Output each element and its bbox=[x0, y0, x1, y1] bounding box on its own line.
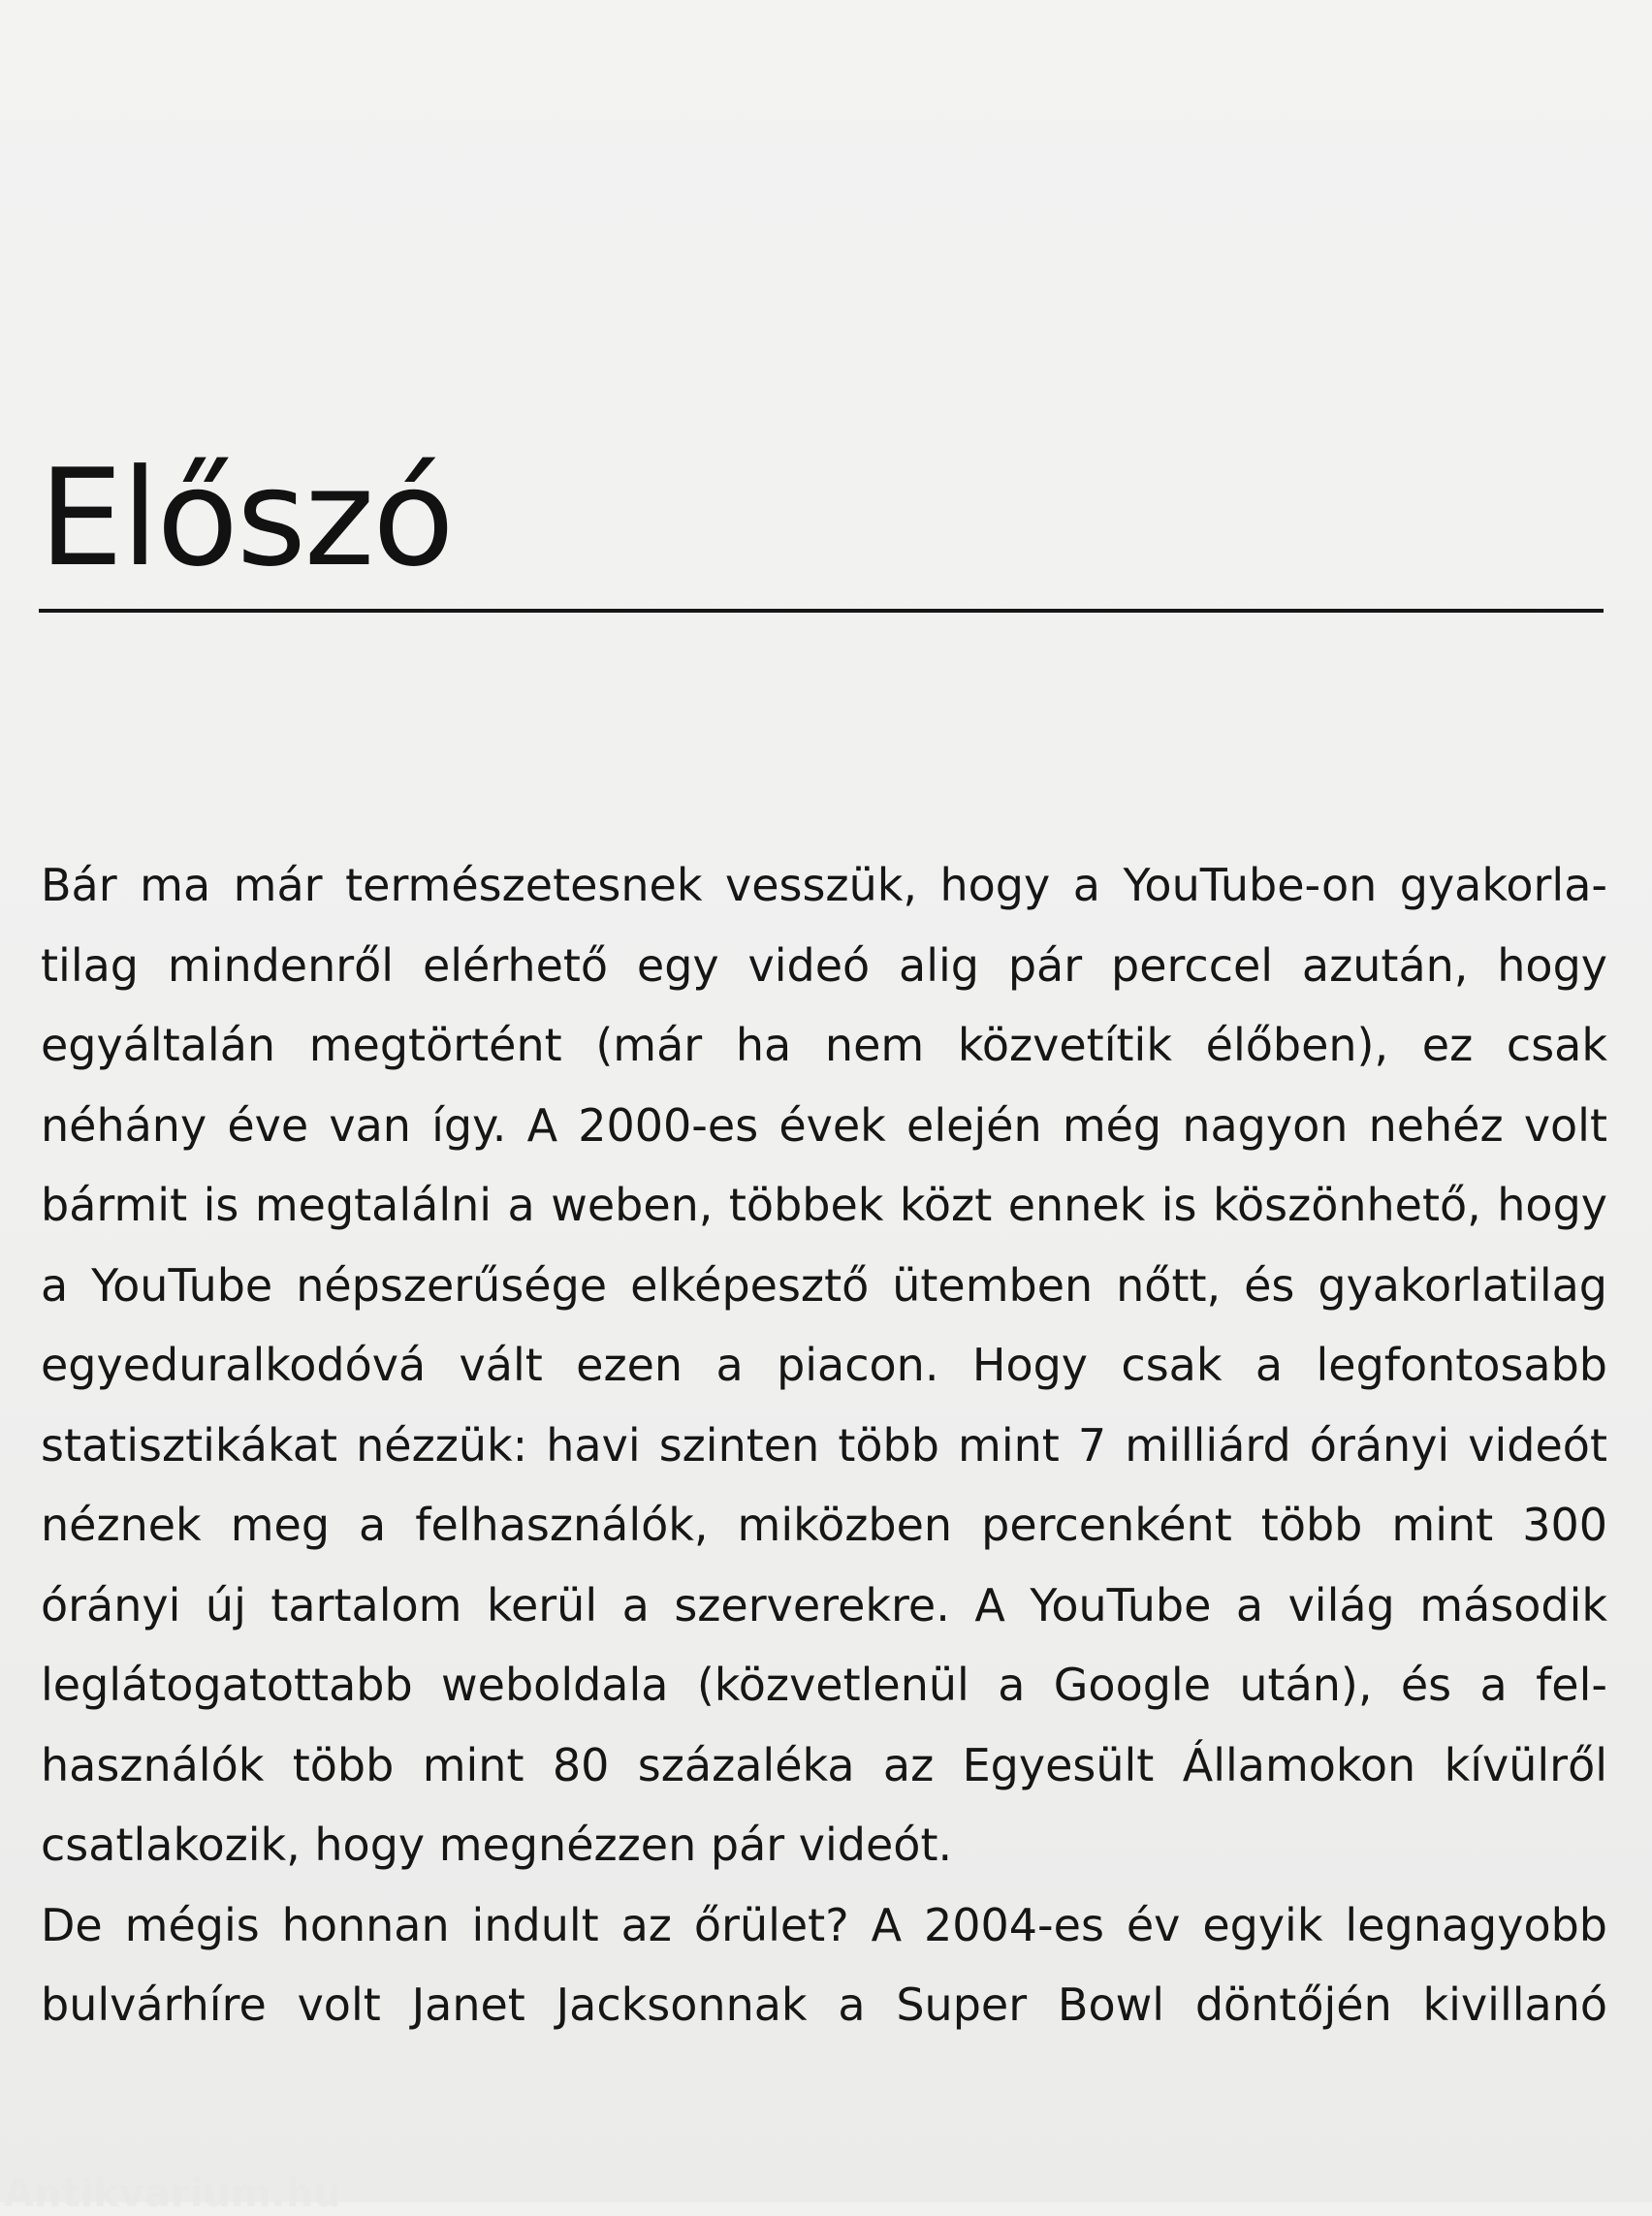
text-line: Bár ma már természetesnek vesszük, hogy a YouTube-on gyakorla- bbox=[41, 859, 1607, 911]
text-line: órányi új tartalom kerül a szerverekre. A YouTube a világ második bbox=[41, 1578, 1607, 1631]
text-line: néznek meg a felhasználók, miközben percenként több mint 300 bbox=[41, 1499, 1607, 1551]
text-line: De mégis honnan indult az őrület? A 2004-es év egyik legnagyobb bbox=[41, 1898, 1607, 1951]
text-line: a YouTube népszerűsége elképesztő ütemben nőtt, és gyakorlatilag bbox=[41, 1258, 1607, 1312]
text-line: használók több mint 80 százaléka az Egyesült Államokon kívülről bbox=[41, 1738, 1607, 1791]
text-line: néhány éve van így. A 2000-es évek elején még nagyon nehéz volt bbox=[41, 1098, 1607, 1152]
chapter-heading: Előszó bbox=[39, 440, 453, 596]
text-line: leglátogatottabb weboldala (közvetlenül a Google után), és a fel- bbox=[41, 1659, 1607, 1711]
heading-underline-rule bbox=[39, 609, 1604, 613]
text-line: egyeduralkodóvá vált ezen a piacon. Hogy csak a legfontosabb bbox=[41, 1339, 1607, 1391]
text-line: bulvárhíre volt Janet Jacksonnak a Super Bowl döntőjén kivillanó bbox=[41, 1979, 1607, 2031]
text-line: bármit is megtalálni a weben, többek közt ennek is köszönhető, hogy bbox=[41, 1179, 1607, 1231]
text-line: csatlakozik, hogy megnézzen pár videót. bbox=[41, 1819, 953, 1871]
body-text bbox=[41, 845, 1607, 2045]
watermark: Antikvarium.hu bbox=[4, 2171, 341, 2216]
text-line: tilag mindenről elérhető egy videó alig pár perccel azután, hogy bbox=[41, 938, 1607, 992]
text-line: egyáltalán megtörtént (már ha nem közvetítik élőben), ez csak bbox=[41, 1019, 1607, 1071]
text-line: statisztikákat nézzük: havi szinten több mint 7 milliárd órányi videót bbox=[41, 1418, 1607, 1472]
